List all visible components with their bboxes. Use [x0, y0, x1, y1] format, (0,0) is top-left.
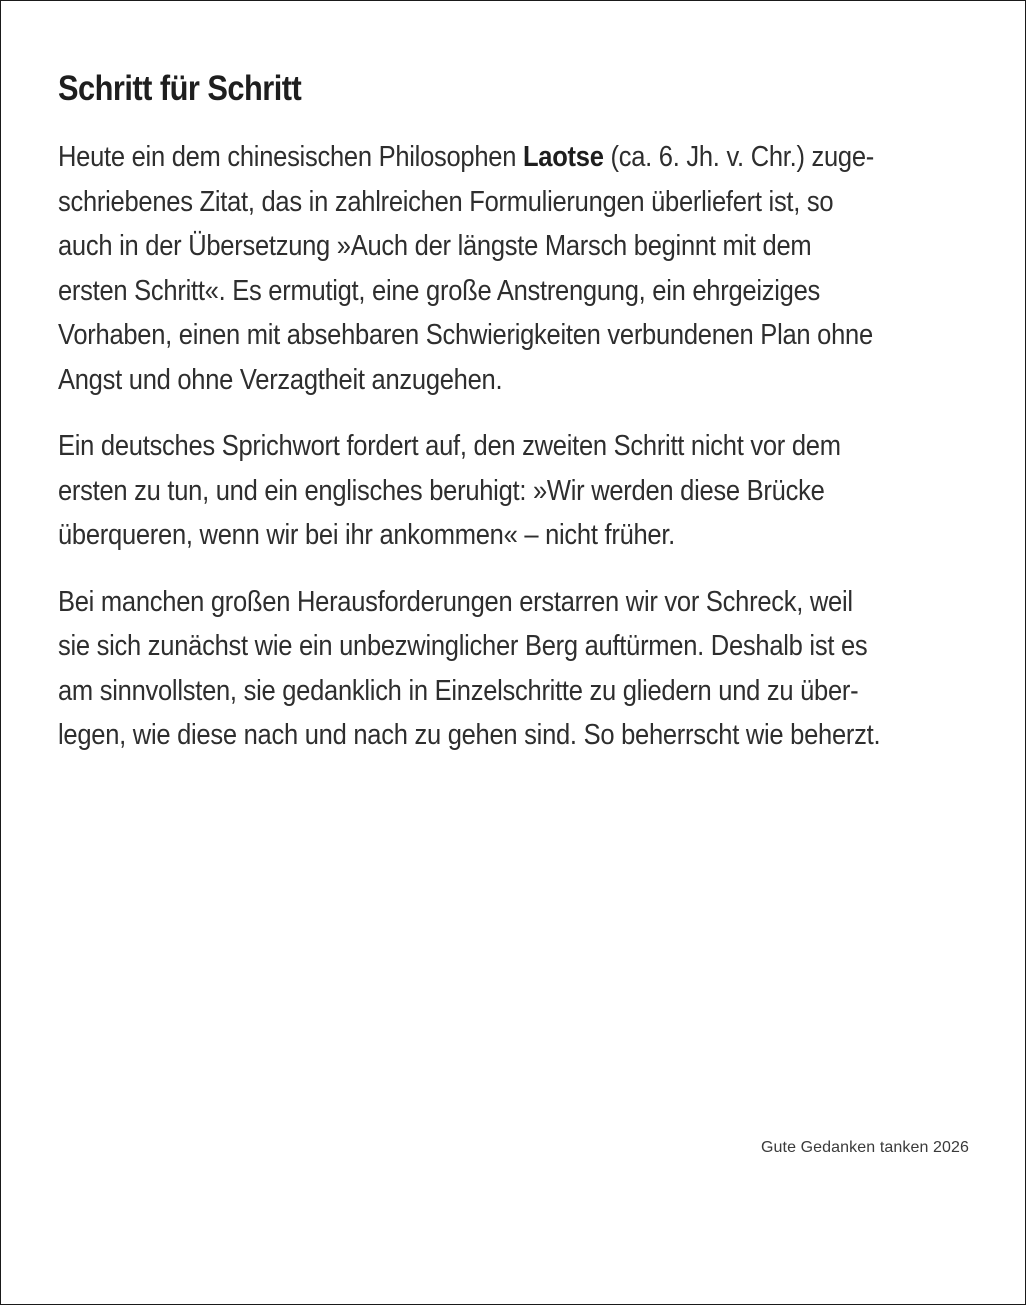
philosopher-name: Laotse — [522, 141, 604, 173]
text-line: Bei manchen großen Herausforderungen erstarren wir vor Schreck, weil — [58, 585, 853, 618]
footer-caption: Gute Gedanken tanken 2026 — [761, 1139, 969, 1156]
paragraph-3 — [58, 580, 973, 758]
text-line: legen, wie diese nach und nach zu gehen sind. So beherrscht wie beherzt. — [58, 719, 881, 751]
text-line: überqueren, wenn wir bei ihr ankommen« – nicht früher. — [58, 519, 676, 551]
text-line: am sinnvollsten, sie gedanklich in Einzelschritte zu gliedern und zu über- — [58, 674, 859, 707]
text-line: Angst und ohne Verzagtheit anzugehen. — [58, 363, 503, 396]
text-segment: Heute ein dem chinesischen Philosophen — [58, 141, 523, 173]
text-line: Ein deutsches Sprichwort fordert auf, den zweiten Schritt nicht vor dem — [58, 430, 841, 462]
text-line: sie sich zunächst wie ein unbezwinglicher Berg auftürmen. Deshalb ist es — [58, 630, 868, 662]
text-line: ersten Schritt«. Es ermutigt, eine große Anstrengung, ein ehrgeiziges — [58, 274, 820, 307]
text-line: auch in der Übersetzung »Auch der längste Marsch beginnt mit dem — [58, 230, 812, 262]
text-line: schriebenes Zitat, das in zahlreichen Formulierungen überliefert ist, so — [58, 185, 834, 218]
body-text — [58, 135, 973, 780]
text-segment: (ca. 6. Jh. v. Chr.) zuge- — [603, 141, 875, 173]
text-line — [58, 135, 973, 180]
text-line: Vorhaben, einen mit absehbaren Schwierigkeiten verbundenen Plan ohne — [58, 319, 873, 351]
paragraph-1 — [58, 135, 973, 402]
page-title: Schritt für Schritt — [58, 69, 302, 108]
paragraph-2 — [58, 424, 973, 558]
text-line: ersten zu tun, und ein englisches beruhigt: »Wir werden diese Brücke — [58, 474, 825, 507]
